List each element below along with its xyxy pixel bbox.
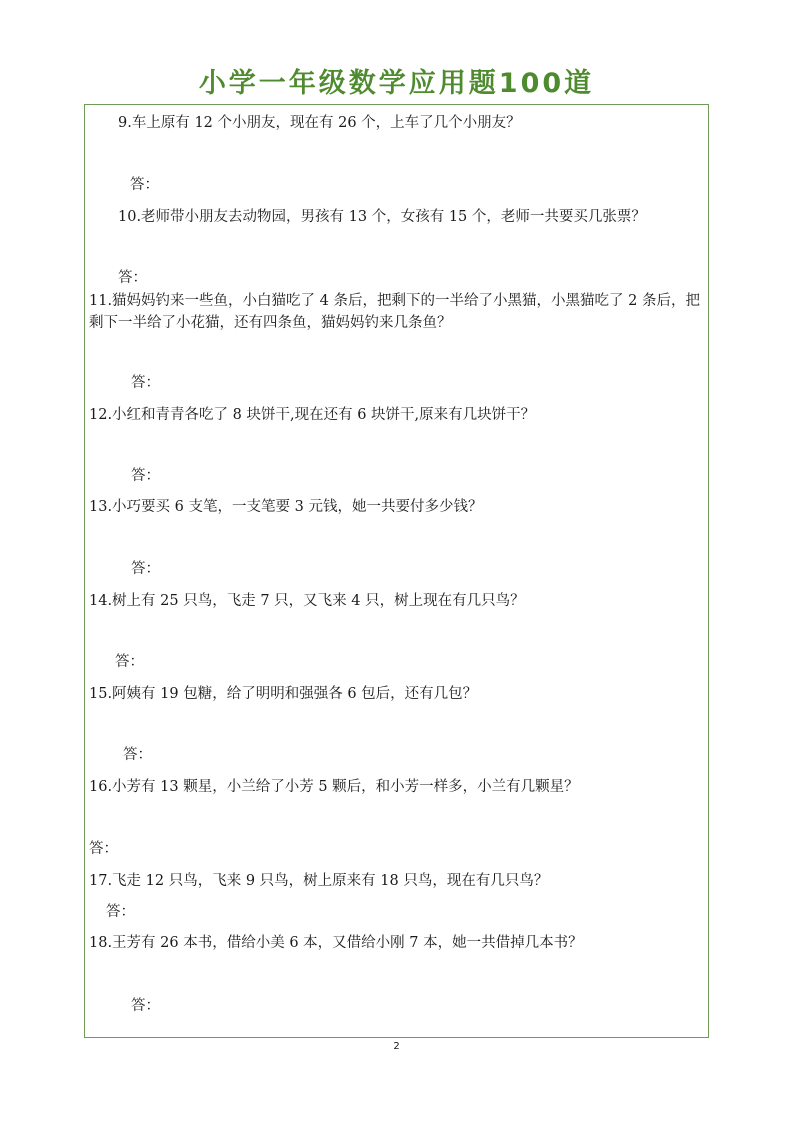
problem-14-question: 14.树上有 25 只鸟，飞走 7 只，又飞来 4 只，树上现在有几只鸟？ (89, 593, 525, 609)
problem-12-answer: 答： (131, 468, 160, 484)
page-number: 2 (393, 1041, 400, 1052)
problem-13-answer: 答： (131, 561, 160, 577)
problem-9-answer: 答： (130, 177, 159, 193)
problem-14-answer: 答： (115, 654, 144, 670)
page-title: 小学一年级数学应用题100道 (198, 68, 595, 99)
problem-17-answer: 答： (106, 904, 135, 920)
problem-18-question: 18.王芳有 26 本书，借给小美 6 本，又借给小刚 7 本，她一共借掉几本书？ (89, 935, 583, 951)
problem-10-answer: 答： (118, 270, 147, 286)
problem-15-answer: 答： (123, 747, 152, 763)
problem-12-question: 12.小红和青青各吃了 8 块饼干,现在还有 6 块饼干,原来有几块饼干？ (89, 407, 536, 423)
problem-10-question: 10.老师带小朋友去动物园，男孩有 13 个，女孩有 15 个，老师一共要买几张票？ (118, 209, 646, 225)
problem-16-question: 16.小芳有 13 颗星，小兰给了小芳 5 颗后，和小芳一样多，小兰有几颗星？ (89, 779, 579, 795)
problem-13-question: 13.小巧要买 6 支笔，一支笔要 3 元钱，她一共要付多少钱？ (89, 499, 483, 515)
problem-15-question: 15.阿姨有 19 包糖，给了明明和强强各 6 包后，还有几包？ (89, 686, 478, 702)
problem-17-question: 17.飞走 12 只鸟，飞来 9 只鸟，树上原来有 18 只鸟，现在有几只鸟？ (89, 873, 549, 889)
problem-11-question: 11.猫妈妈钓来一些鱼，小白猫吃了 4 条后，把剩下的一半给了小黑猫，小黑猫吃了 2 条后，把剩下一半给了小花猫，还有四条鱼，猫妈妈钓来几条鱼？ (89, 293, 700, 331)
problem-9-question: 9.车上原有 12 个小朋友，现在有 26 个，上车了几个小朋友？ (118, 115, 521, 131)
content-frame (84, 104, 709, 1038)
problem-11-answer: 答： (131, 375, 160, 391)
problem-16-answer: 答： (89, 841, 118, 857)
problem-18-answer: 答： (131, 998, 160, 1014)
